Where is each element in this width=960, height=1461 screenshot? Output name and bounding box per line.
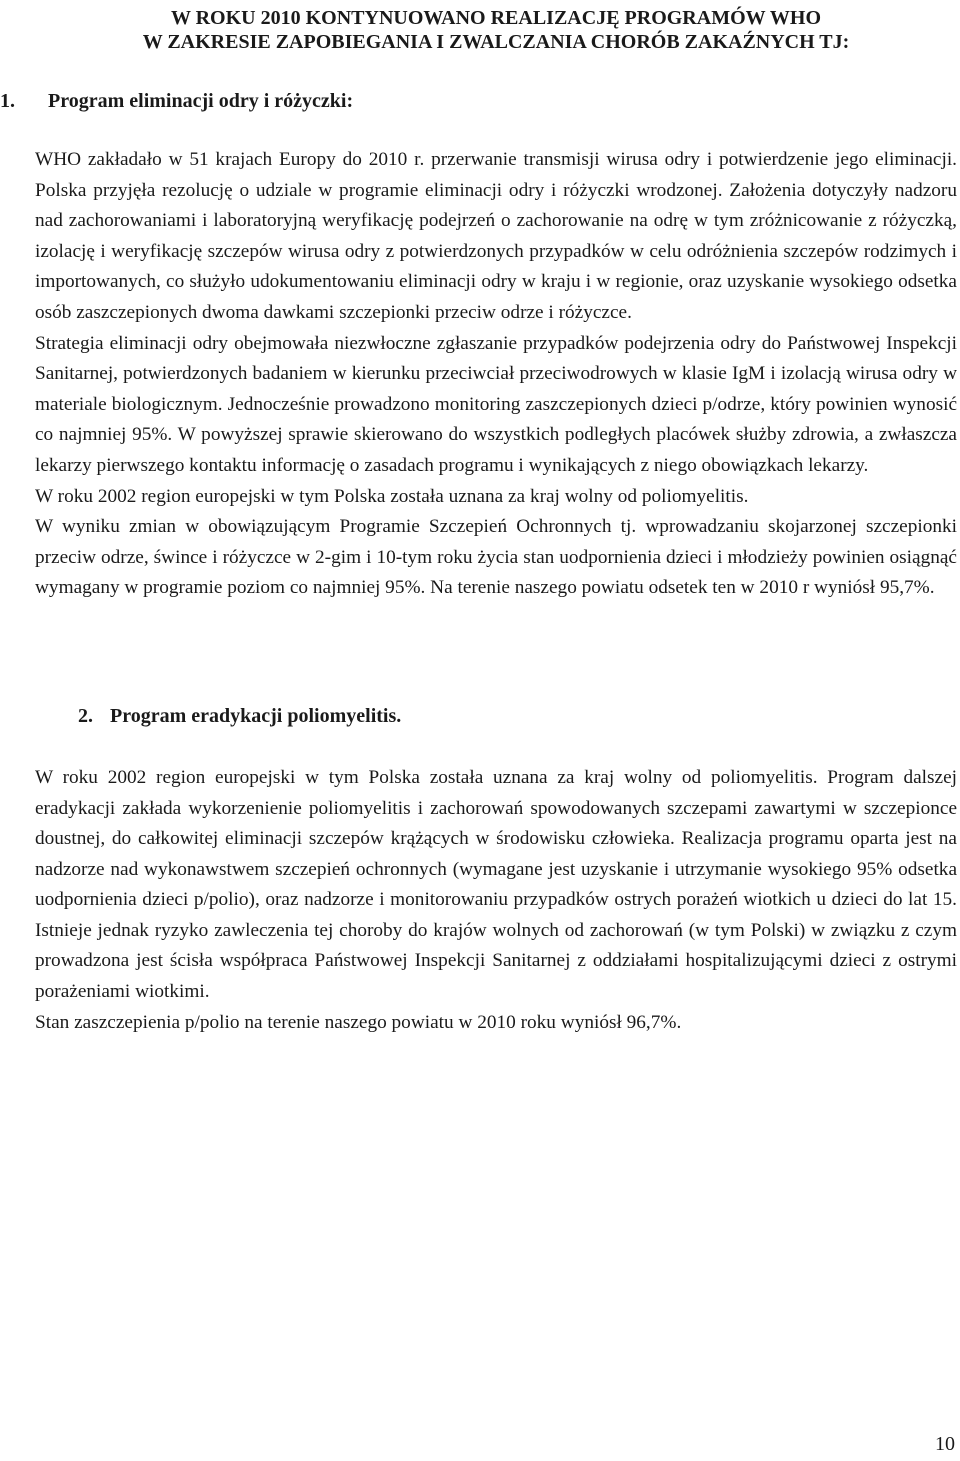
paragraph: Stan zaszczepienia p/polio na terenie naszego powiatu w 2010 roku wyniósł 96,7%. [35, 1011, 682, 1033]
section-1-heading [0, 89, 957, 113]
title-line-1: W ROKU 2010 KONTYNUOWANO REALIZACJĘ PROGRAMÓW WHO [170, 7, 822, 29]
paragraph: W wyniku zmian w obowiązującym Programie Szczepień Ochronnych tj. wprowadzaniu skojarzonej szczepionki przeciw odrze, śwince i różyczce w 2-gim i 10-tym roku życia stan uodpornienia dzieci i młodzieży powinien osiągnąć wymagany w programie poziom co najmniej 95%. Na terenie naszego powiatu odsetek ten w 2010 r wyniósł 95,7%. [35, 516, 957, 599]
section-1-body [35, 145, 957, 604]
section-2-heading [78, 704, 957, 728]
paragraph: Strategia eliminacji odry obejmowała niezwłoczne zgłaszanie przypadków podejrzenia odry do Państwowej Inspekcji Sanitarnej, potwierdzonych badaniem w kierunku przeciwciał przeciwodrowych w klasie IgM i izolacją wirusa odry w materiale biologicznym. Jednocześnie prowadzono monitoring zaszczepionych dzieci p/odrze, który powinien wynosić co najmniej 95%. W powyższej sprawie skierowano do wszystkich podległych placówek służby zdrowia, a zwłaszcza lekarzy pierwszego kontaktu informację o zasadach programu i wynikających z niego obowiązkach lekarzy. [35, 332, 957, 476]
section-spacer [35, 604, 957, 704]
paragraph: W roku 2002 region europejski w tym Polska została uznana za kraj wolny od poliomyelitis. [35, 485, 749, 507]
document-title [35, 6, 957, 54]
section-2-body [35, 763, 957, 1038]
title-line-2: W ZAKRESIE ZAPOBIEGANIA I ZWALCZANIA CHORÓB ZAKAŹNYCH TJ: [142, 31, 850, 53]
page-number: 10 [935, 1433, 955, 1455]
section-2-number: 2. [78, 704, 93, 727]
section-2-title: Program eradykacji poliomyelitis. [110, 704, 402, 727]
section-1-number: 1. [0, 90, 15, 112]
paragraph: W roku 2002 region europejski w tym Polska została uznana za kraj wolny od poliomyelitis. Program dalszej eradykacji zakłada wykorzenienie poliomyelitis i zachorowań spowodowanych szczepami zawartymi w szczepionce doustnej, do całkowitej eliminacji szczepów krążących w środowisku człowieka. Realizacja programu oparta jest na nadzorze nad wykonawstwem szczepień ochronnych (wymagane jest uzyskanie i utrzymanie wysokiego 95% odsetka uodpornienia dzieci p/polio), oraz nadzorze i monitorowaniu przypadków ostrych porażeń wiotkich u dzieci do lat 15. Istnieje jednak ryzyko zawleczenia tej choroby do krajów wolnych od zachorowań (w tym Polski) w związku z czym prowadzona jest ścisła współpraca Państwowej Inspekcji Sanitarnej z oddziałami hospitalizującymi dzieci z ostrymi porażeniami wiotkimi. [35, 766, 957, 1003]
section-1-title: Program eliminacji odry i różyczki: [48, 90, 354, 112]
paragraph: WHO zakładało w 51 krajach Europy do 2010 r. przerwanie transmisji wirusa odry i potwierdzenie jego eliminacji. Polska przyjęła rezolucję o udziale w programie eliminacji odry i różyczki wrodzonej. Założenia dotyczyły nadzoru nad zachorowaniami i laboratoryjną weryfikację podejrzeń o zachorowanie na odrę w tym zróżnicowanie z różyczką, izolację i weryfikację szczepów wirusa odry z potwierdzonych przypadków w celu odróżnienia szczepów rodzimych i importowanych, co służyło udokumentowaniu eliminacji odry w kraju i w regionie, oraz uzyskanie wysokiego odsetka osób zaszczepionych dwoma dawkami szczepionki przeciw odrze i różyczce. [35, 149, 957, 323]
